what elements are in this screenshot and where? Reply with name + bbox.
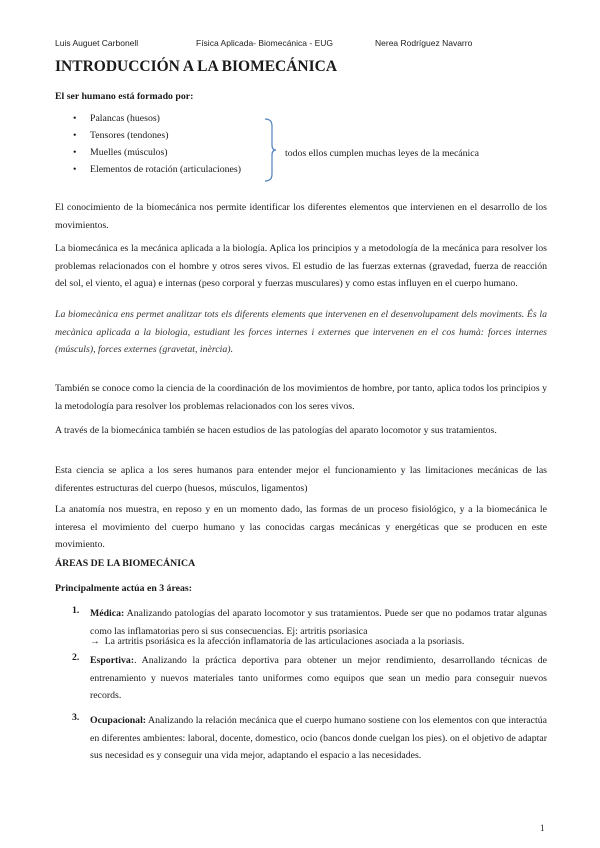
areas-intro: Principalmente actúa en 3 áreas:: [55, 583, 192, 594]
page-number: 1: [540, 823, 545, 833]
component-label: Muelles (músculos): [90, 147, 168, 158]
component-label: Tensores (tendones): [90, 130, 169, 141]
page-title: INTRODUCCIÓN A LA BIOMECÁNICA: [55, 58, 338, 75]
intro-label: El ser humano está formado por:: [55, 91, 194, 102]
list-item: [73, 147, 168, 158]
header-author-right: Nerea Rodríguez Navarro: [375, 38, 473, 48]
paragraph-7: La anatomía nos muestra, en reposo y en un momento dado, las formas de un proceso fisiológico, y a la biomecánica le interesa el movimiento del cuerpo humano y las conocidas cargas mecánicas y energéticas que se producen en este movimiento.: [55, 504, 547, 550]
paragraph-5: A través de la biomecánica también se hacen estudios de las patologías del aparato locomotor y sus tratamientos.: [55, 425, 497, 436]
area-item-esportiva: [90, 652, 547, 705]
section-title: ÁREAS DE LA BIOMECÁNICA: [55, 558, 196, 569]
paragraph-2: La biomecánica es la mecánica aplicada a la biología. Aplica los principios y a metodología de la mecánica para resolver los problemas relacionados con el hombre y otros seres vivos. El estudio de las fuerzas externas (gravedad, fuerza de reacción del sol, el viento, el agua) e internas (peso corporal y fuerzas musculares) y como estas influyen en el cuerpo humano.: [55, 243, 547, 289]
bullet-icon: •: [73, 113, 77, 124]
component-label: Palancas (huesos): [90, 113, 160, 124]
right-brace-icon: [264, 118, 276, 182]
area-sub-note: [90, 636, 464, 647]
header-author-left: Luis Auguet Carbonell: [55, 38, 139, 48]
area-number: 1.: [72, 605, 80, 616]
component-label: Elementos de rotación (articulaciones): [90, 164, 241, 175]
bullet-icon: •: [73, 147, 77, 158]
area-item-medica: [90, 605, 547, 640]
area-number: 3.: [72, 712, 80, 723]
area-number: 2.: [72, 652, 80, 663]
list-item: [73, 113, 160, 124]
list-item: [73, 164, 241, 175]
list-item: [73, 130, 168, 141]
area-sub-text: La artritis psoriásica es la afección inflamatoria de las articulaciones asociada a la psoriasis.: [104, 636, 465, 647]
area-item-ocupacional: [90, 712, 547, 765]
bullet-icon: •: [73, 164, 77, 175]
area-text: Analizando la relación mecánica que el cuerpo humano sostiene con los elementos con que interactúa en diferentes ambientes: laboral, docente, domestico, ocio (bancos donde cuelgan los pies). on el objetivo de adaptar sus necesidad es y conseguir una vida mejor, adaptando el espacio a las necesidades.: [90, 715, 547, 761]
bullet-icon: •: [73, 130, 77, 141]
area-name: Esportiva:: [90, 655, 135, 666]
area-text: . Analizando la práctica deportiva para obtener un mejor rendimiento, desarrollando técnicas de entrenamiento y nuevos materiales tanto uniformes como equipos que sean un medio para conseguir nuevos records.: [90, 655, 547, 701]
paragraph-1: El conocimiento de la biomecánica nos permite identificar los diferentes elementos que intervienen en el desarrollo de los movimientos.: [55, 202, 547, 231]
header-course: Física Aplicada- Biomecánica - EUG: [196, 38, 333, 48]
paragraph-6: Esta ciencia se aplica a los seres humanos para entender mejor el funcionamiento y las limitaciones mecánicas de las diferentes estructuras del cuerpo (huesos, músculos, ligamentos): [55, 465, 547, 494]
area-name: Médica:: [90, 608, 125, 619]
paragraph-4: También se conoce como la ciencia de la coordinación de los movimientos de hombre, por tanto, aplica todos los principios y la metodología para resolver los problemas relacionados con los seres vivos.: [55, 383, 547, 412]
arrow-right-icon: →: [90, 636, 105, 647]
area-text: Analizando patologías del aparato locomotor y sus tratamientos. Puede ser que no podamos tratar algunas como las inflamatorias pero si sus consecuencias. Ej: artritis psoriasica: [90, 608, 547, 637]
paragraph-catalan: La biomecànica ens permet analitzar tots els diferents elements que intervenen en el desenvolupament dels moviments. És la mecànica aplicada a la biologia, estudiant les forces internes i externes que intervenen en el cos humà: forces internes (músculs), forces externes (gravetat, inèrcia).: [55, 309, 547, 355]
area-name: Ocupacional:: [90, 715, 147, 726]
components-note: todos ellos cumplen muchas leyes de la mecánica: [285, 148, 479, 159]
